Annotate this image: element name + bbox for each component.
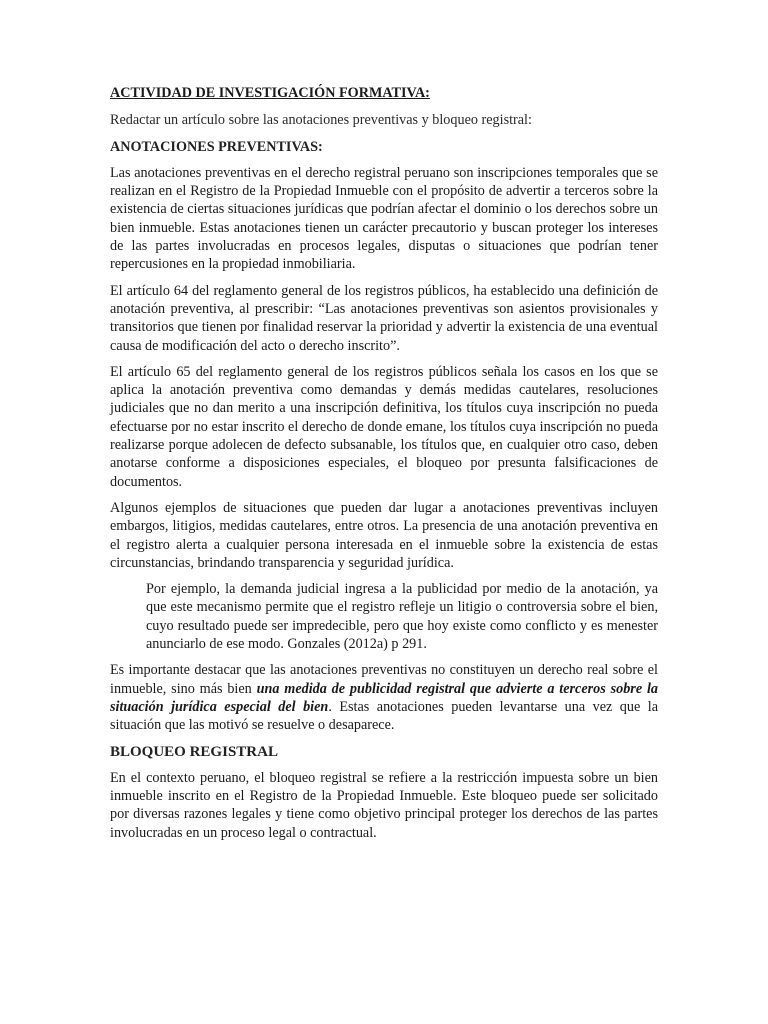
section-heading-bloqueo: BLOQUEO REGISTRAL [110, 743, 278, 760]
paragraph-4: Algunos ejemplos de situaciones que pueden dar lugar a anotaciones preventivas incluyen embargos, litigios, medidas cautelares, entre otros. La presencia de una anotación preventiva en el registro alerta a cualquier persona interesada en el inmueble sobre la existencia de estas circunstancias, brindando transparencia y seguridad jurídica. [110, 499, 658, 571]
paragraph-5-start: Es importante destacar que las anotaciones preventivas no constituyen un derecho real sobre el inmueble, sino más bien [110, 662, 658, 697]
document-subtitle: Redactar un artículo sobre las anotaciones preventivas y bloqueo registral: [110, 112, 532, 129]
block-quote: Por ejemplo, la demanda judicial ingresa a la publicidad por medio de la anotación, ya que este mecanismo permite que el registro refleje un litigio o controversia sobre el bien, cuyo resultado puede ser impredecible, pero que hoy existe como conflicto y es menester anunciarlo de ese modo. Gonzales (2012a) p 291. [146, 581, 658, 653]
paragraph-6: En el contexto peruano, el bloqueo registral se refiere a la restricción impuesta sobre un bien inmueble inscrito en el Registro de la Propiedad Inmueble. Este bloqueo puede ser solicitado por diversas razones legales y tiene como objetivo principal proteger los derechos de las partes involucradas en un proceso legal o contractual. [110, 769, 658, 841]
document-title: ACTIVIDAD DE INVESTIGACIÓN FORMATIVA: [110, 85, 430, 101]
document-page [110, 84, 658, 850]
paragraph-5 [110, 661, 658, 734]
paragraph-5-end: . Estas anotaciones pueden levantarse una vez que la situación que las motivó se resuelve o desaparece. [110, 698, 658, 734]
paragraph-2: El artículo 64 del reglamento general de los registros públicos, ha establecido una definición de anotación preventiva, al prescribir: “Las anotaciones preventivas son asientos provisionales y transitorios que tienen por finalidad reservar la prioridad y advertir la existencia de una eventual causa de modificación del acto o derecho inscrito”. [110, 282, 658, 354]
paragraph-1: Las anotaciones preventivas en el derecho registral peruano son inscripciones temporales que se realizan en el Registro de la Propiedad Inmueble con el propósito de advertir a terceros sobre la existencia de ciertas situaciones jurídicas que podrían afectar el dominio o los derechos sobre un bien inmueble. Estas anotaciones tienen un carácter precautorio y buscan proteger los intereses de las partes involucradas en procesos legales, disputas o situaciones que podrían tener repercusiones en la propiedad inmobiliaria. [110, 164, 658, 273]
paragraph-3: El artículo 65 del reglamento general de los registros públicos señala los casos en los que se aplica la anotación preventiva como demandas y demás medidas cautelares, resoluciones judiciales que no dan merito a una inscripción definitiva, los títulos cuya inscripción no pueda efectuarse por no estar inscrito el derecho de donde emane, los títulos cuya inscripción no pueda realizarse porque adolecen de defecto subsanable, los títulos que, en cualquier otro caso, deben anotarse conforme a disposiciones especiales, el bloqueo por presunta falsificaciones de documentos. [110, 363, 658, 490]
paragraph-5-emphasis: una medida de publicidad registral que advierte a terceros sobre la situación jurídica especial del bien [110, 680, 658, 715]
section-heading-anotaciones: ANOTACIONES PREVENTIVAS: [110, 138, 323, 155]
